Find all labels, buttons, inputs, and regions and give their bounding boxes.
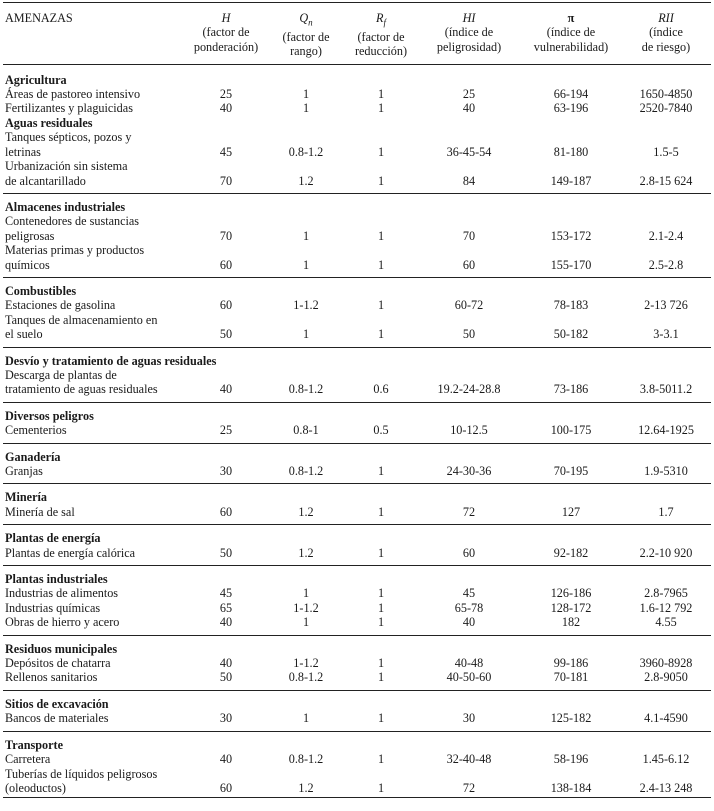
value-rii: 2.8-15 624 [621, 174, 711, 194]
table-row [3, 101, 711, 115]
value-rii: 2.5-2.8 [621, 258, 711, 278]
value-rf: 0.6 [345, 382, 417, 402]
value-hi: 45 [462, 586, 476, 601]
value-pi: 70-195 [521, 464, 621, 484]
table-row [3, 505, 711, 525]
value-rf: 1 [345, 546, 417, 566]
header-h: H (factor de ponderación) [185, 3, 267, 65]
value-hi: 25 [462, 87, 476, 102]
table-row [3, 781, 711, 798]
value-rf: 1 [345, 711, 417, 731]
value-qn: 1 [267, 615, 345, 635]
value-qn: 1.2 [267, 546, 345, 566]
value-h: 25 [185, 423, 267, 443]
header-rii: RII (índice de riesgo) [621, 3, 711, 65]
table-row [3, 423, 711, 443]
category-name: Agricultura [5, 72, 67, 87]
threat-name: Fertilizantes y plaguicidas [5, 101, 133, 116]
threat-name: Depósitos de chatarra [5, 656, 111, 671]
value-pi: 128-172 [550, 600, 592, 615]
value-qn: 0.8-1.2 [267, 382, 345, 402]
value-hi: 60 [417, 258, 521, 278]
table-row [3, 258, 711, 278]
table-row [3, 656, 711, 670]
value-rf: 1 [377, 144, 385, 159]
table-row [3, 87, 711, 101]
value-rf: 1 [377, 101, 385, 116]
value-hi: 65-78 [454, 600, 484, 615]
category-name: Transporte [5, 737, 63, 752]
threat-name-line2: peligrosas [5, 228, 55, 243]
value-hi: 36-45-54 [446, 144, 492, 159]
value-pi: 126-186 [550, 586, 592, 601]
category-row [3, 347, 711, 368]
table-row [3, 601, 711, 615]
value-rf: 1 [377, 752, 385, 767]
value-rii: 2520-7840 [639, 101, 693, 116]
threat-name-line2: (oleoductos) [3, 781, 185, 798]
table-row [3, 752, 711, 766]
value-h: 40 [219, 752, 233, 767]
value-h: 60 [219, 298, 233, 313]
threat-name-line1: Urbanización sin sistema [5, 159, 128, 174]
value-qn: 1-1.2 [293, 298, 319, 313]
value-rf: 1 [377, 228, 385, 243]
value-qn: 1.2 [267, 174, 345, 194]
value-hi: 60 [417, 546, 521, 566]
table-row [3, 327, 711, 347]
value-h: 40 [219, 656, 233, 671]
header-hi: HI (índice de peligrosidad) [417, 3, 521, 65]
header-amenazas: AMENAZAS [3, 3, 185, 65]
header-qn: $Q_n$ (factor de rango) [267, 3, 345, 65]
value-pi: 182 [521, 615, 621, 635]
value-h: 30 [185, 464, 267, 484]
value-hi: 60-72 [454, 298, 484, 313]
value-pi: 92-182 [521, 546, 621, 566]
header-rf: $R_f$ (factor de reducción) [345, 3, 417, 65]
value-qn: 0.8-1 [267, 423, 345, 443]
threat-name: Rellenos sanitarios [3, 670, 185, 690]
value-hi: 40 [417, 615, 521, 635]
value-pi: 125-182 [521, 711, 621, 731]
value-rii: 1.6-12 792 [639, 600, 693, 615]
value-hi: 84 [417, 174, 521, 194]
threat-name: Industrias de alimentos [5, 586, 119, 601]
value-rii: 12.64-1925 [621, 423, 711, 443]
value-pi: 70-181 [521, 670, 621, 690]
value-pi: 50-182 [521, 327, 621, 347]
value-qn: 0.8-1.2 [288, 752, 324, 767]
threat-name-line2: el suelo [3, 327, 185, 347]
value-qn: 1 [302, 101, 310, 116]
table-row [3, 546, 711, 566]
value-rii: 3.8-5011.2 [621, 382, 711, 402]
value-qn: 1 [267, 711, 345, 731]
category-name: Combustibles [5, 283, 77, 298]
value-rf: 1 [377, 656, 385, 671]
table-row [3, 586, 711, 600]
value-hi: 32-40-48 [446, 752, 492, 767]
value-hi: 10-12.5 [417, 423, 521, 443]
value-pi: 153-172 [550, 228, 592, 243]
value-rf: 1 [345, 505, 417, 525]
threat-name: Plantas de energía calórica [3, 546, 185, 566]
value-pi: 155-170 [521, 258, 621, 278]
threat-name-line2: letrinas [5, 144, 41, 159]
value-rii: 2-13 726 [644, 298, 688, 313]
value-hi: 30 [417, 711, 521, 731]
hazard-risk-table [3, 2, 711, 798]
value-rii: 1.9-5310 [621, 464, 711, 484]
threat-name-line1: Materias primas y productos [5, 243, 145, 258]
value-h: 25 [219, 87, 233, 102]
threat-name: Minería de sal [3, 505, 185, 525]
category-row [3, 484, 711, 505]
value-pi: 138-184 [521, 781, 621, 798]
table-row-label-line [3, 243, 711, 257]
value-rii: 4.1-4590 [621, 711, 711, 731]
value-h: 40 [219, 101, 233, 116]
category-row [3, 731, 711, 752]
value-rii: 2.4-13 248 [621, 781, 711, 798]
threat-name: Obras de hierro y acero [3, 615, 185, 635]
category-name: Diversos peligros [5, 408, 94, 423]
table-row [3, 229, 711, 243]
value-rii: 3960-8928 [639, 656, 693, 671]
value-rf: 0.5 [345, 423, 417, 443]
value-qn: 0.8-1.2 [267, 464, 345, 484]
category-row [3, 116, 711, 130]
value-rf: 1 [345, 464, 417, 484]
category-name: Aguas residuales [5, 115, 93, 130]
threat-name-line1: Tanques sépticos, pozos y [5, 130, 132, 145]
value-rf: 1 [345, 258, 417, 278]
threat-name-line2: de alcantarillado [3, 174, 185, 194]
value-rf: 1 [345, 174, 417, 194]
threat-name: Áreas de pastoreo intensivo [5, 87, 141, 102]
category-name: Ganadería [5, 449, 61, 464]
value-rf: 1 [377, 298, 385, 313]
value-rii: 1650-4850 [639, 87, 693, 102]
category-row [3, 566, 711, 587]
value-rf: 1 [377, 586, 385, 601]
value-pi: 100-175 [521, 423, 621, 443]
value-hi: 19.2-24-28.8 [417, 382, 521, 402]
value-qn: 1 [302, 228, 310, 243]
table-row [3, 670, 711, 690]
category-row [3, 277, 711, 298]
table-row [3, 298, 711, 312]
value-pi: 149-187 [521, 174, 621, 194]
value-h: 45 [219, 586, 233, 601]
value-h: 40 [185, 615, 267, 635]
value-rii: 1.45-6.12 [642, 752, 690, 767]
value-rf: 1 [345, 327, 417, 347]
table-row-label-line [3, 214, 711, 228]
category-row [3, 193, 711, 214]
threat-name-line1: Descarga de plantas de [5, 367, 117, 382]
threat-name-line2: químicos [3, 258, 185, 278]
table-row-label-line [3, 368, 711, 382]
value-h: 50 [185, 546, 267, 566]
value-hi: 40-48 [454, 656, 484, 671]
value-h: 60 [185, 781, 267, 798]
value-rii: 2.2-10 920 [621, 546, 711, 566]
value-rii: 1.5-5 [653, 144, 679, 159]
value-pi: 66-194 [553, 87, 589, 102]
value-qn: 1 [302, 87, 310, 102]
table-row [3, 174, 711, 194]
category-row [3, 64, 711, 87]
category-name: Residuos municipales [5, 641, 118, 656]
value-qn: 1-1.2 [293, 656, 319, 671]
threat-name: Granjas [3, 464, 185, 484]
value-rii: 1.7 [621, 505, 711, 525]
table-row-label-line [3, 130, 711, 144]
value-pi: 63-196 [553, 101, 589, 116]
value-pi: 99-186 [553, 656, 589, 671]
value-hi: 40-50-60 [417, 670, 521, 690]
category-name: Desvío y tratamiento de aguas residuales [5, 353, 217, 368]
table-row-label-line [3, 313, 711, 327]
value-qn: 1-1.2 [293, 600, 319, 615]
value-qn: 1 [267, 258, 345, 278]
threat-name: Carretera [5, 752, 51, 767]
value-rii: 2.8-7965 [644, 586, 688, 601]
value-rf: 1 [345, 615, 417, 635]
threat-name: Estaciones de gasolina [5, 298, 116, 313]
value-qn: 1.2 [267, 781, 345, 798]
category-name: Minería [5, 490, 47, 505]
table-row [3, 145, 711, 159]
hazard-risk-table-page [0, 2, 714, 811]
value-pi: 58-196 [553, 752, 589, 767]
table-row [3, 464, 711, 484]
value-hi: 40 [462, 101, 476, 116]
header-pi: π (índice de vulnerabilidad) [521, 3, 621, 65]
category-row [3, 443, 711, 464]
table-row [3, 711, 711, 731]
value-hi: 72 [417, 781, 521, 798]
value-h: 60 [185, 505, 267, 525]
value-pi: 81-180 [553, 144, 589, 159]
value-rii: 3-3.1 [621, 327, 711, 347]
value-h: 70 [185, 174, 267, 194]
value-h: 50 [185, 327, 267, 347]
value-qn: 0.8-1.2 [288, 144, 324, 159]
value-rf: 1 [377, 87, 385, 102]
value-rf: 1 [345, 670, 417, 690]
threat-name: Bancos de materiales [3, 711, 185, 731]
category-row [3, 635, 711, 656]
value-hi: 70 [462, 228, 476, 243]
value-h: 60 [185, 258, 267, 278]
threat-name-line1: Tanques de almacenamiento en [5, 312, 158, 327]
value-rii: 2.8-9050 [621, 670, 711, 690]
value-hi: 50 [417, 327, 521, 347]
table-header [3, 3, 711, 65]
value-qn: 1 [302, 586, 310, 601]
value-pi: 127 [521, 505, 621, 525]
value-hi: 24-30-36 [417, 464, 521, 484]
value-qn: 1.2 [267, 505, 345, 525]
category-name: Plantas industriales [5, 572, 108, 587]
table-row-label-line [3, 767, 711, 781]
value-rii: 2.1-2.4 [648, 228, 684, 243]
value-h: 70 [219, 228, 233, 243]
threat-name: Industrias químicas [5, 600, 101, 615]
category-row [3, 525, 711, 546]
category-row [3, 690, 711, 711]
value-pi: 78-183 [553, 298, 589, 313]
value-rf: 1 [377, 600, 385, 615]
value-h: 65 [219, 600, 233, 615]
table-body [3, 64, 711, 798]
category-name: Almacenes industriales [5, 199, 126, 214]
value-qn: 1 [267, 327, 345, 347]
threat-name-line2: tratamiento de aguas residuales [3, 382, 185, 402]
table-row [3, 615, 711, 635]
value-hi: 72 [417, 505, 521, 525]
category-name: Plantas de energía [5, 531, 101, 546]
category-row [3, 402, 711, 423]
value-pi: 73-186 [521, 382, 621, 402]
table-row [3, 382, 711, 402]
value-rf: 1 [345, 781, 417, 798]
table-row-label-line [3, 159, 711, 173]
value-h: 40 [185, 382, 267, 402]
threat-name-line1: Tuberías de líquidos peligrosos [5, 766, 158, 781]
value-qn: 0.8-1.2 [267, 670, 345, 690]
category-name: Sitios de excavación [5, 696, 109, 711]
value-h: 30 [185, 711, 267, 731]
threat-name: Cementerios [3, 423, 185, 443]
value-rii: 4.55 [621, 615, 711, 635]
value-h: 50 [185, 670, 267, 690]
value-h: 45 [219, 144, 233, 159]
threat-name-line1: Contenedores de sustancias [5, 214, 140, 229]
